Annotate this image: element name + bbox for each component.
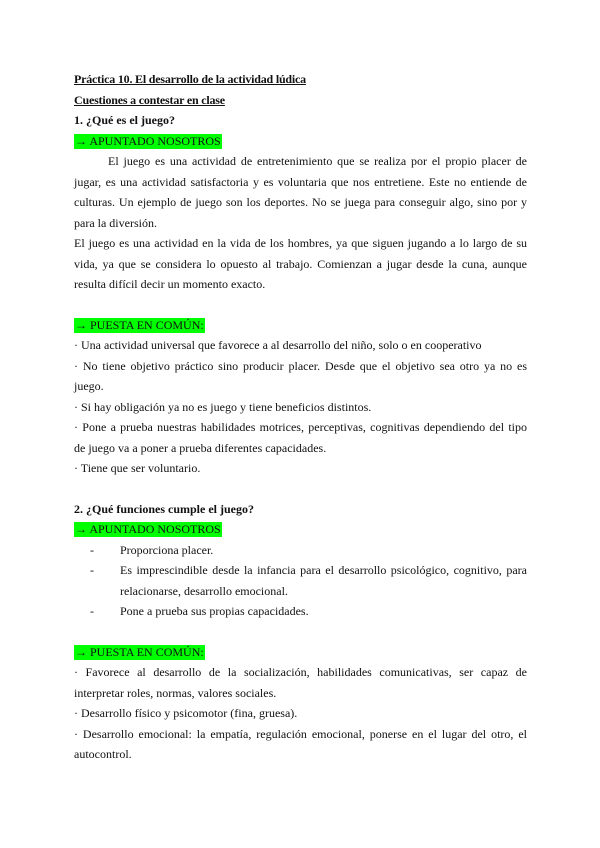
dash-marker: - xyxy=(90,542,94,557)
dash-marker: - xyxy=(90,563,94,577)
apuntado-label-1: → APUNTADO NOSOTROS xyxy=(75,133,221,148)
dash-marker: - xyxy=(90,604,94,618)
q1-item: · Pone a prueba nuestras habilidades motrices, perceptivas, cognitivas dependiendo del tipo de juego va a poner a prueba diferentes capacidades. xyxy=(74,420,527,455)
q2-item: · Desarrollo emocional: la empatía, regulación emocional, ponerse en el lugar del otro, el autocontrol. xyxy=(74,726,527,761)
apuntado-label-2: → APUNTADO NOSOTROS xyxy=(75,522,221,536)
q1-paragraph-2: El juego es una actividad en la vida de los hombres, ya que siguen jugando a lo largo de su vida, ya que se considera lo opuesto al trabajo. Comienzan a jugar desde la cuna, aunque resulta difícil decir un momento exacto. xyxy=(74,236,527,291)
q2-dash-list xyxy=(74,540,527,622)
puesta-label-2: → PUESTA EN COMÚN: xyxy=(75,644,204,659)
document-title: Práctica 10. El desarrollo de la actividad lúdica xyxy=(74,72,306,86)
q1-item: · No tiene objetivo práctico sino producir placer. Desde que el objetivo sea otro ya no es juego. xyxy=(74,358,527,393)
document-body xyxy=(74,69,527,765)
list-item: - Proporciona placer. xyxy=(90,540,527,561)
list-item: - Pone a prueba sus propias capacidades. xyxy=(90,601,527,622)
document-subtitle: Cuestiones a contestar en clase xyxy=(74,92,225,107)
puesta-label-1: → PUESTA EN COMÚN: xyxy=(75,317,204,332)
q2-item: · Desarrollo físico y psicomotor (fina, gruesa). xyxy=(74,706,298,720)
question-2-heading: 2. ¿Qué funciones cumple el juego? xyxy=(74,501,254,516)
q1-item: · Una actividad universal que favorece a al desarrollo del niño, solo o en cooperativo xyxy=(74,338,482,352)
question-1-heading: 1. ¿Qué es el juego? xyxy=(74,113,175,127)
q1-paragraph-1: El juego es una actividad de entretenimiento que se realiza por el propio placer de jugar, es una actividad satisfactoria y es voluntaria que nos entretiene. Este no entiende de culturas. Un ejemplo de juego son los deportes. No se juega para conseguir algo, sino por y para la diversión. xyxy=(74,154,527,230)
list-item: - Es imprescindible desde la infancia para el desarrollo psicológico, cognitivo, para relacionarse, desarrollo emocional. xyxy=(90,560,527,601)
q1-item: · Tiene que ser voluntario. xyxy=(74,461,201,475)
q2-item: · Favorece al desarrollo de la socialización, habilidades comunicativas, ser capaz de interpretar roles, normas, valores sociales. xyxy=(74,665,527,700)
q1-item: · Si hay obligación ya no es juego y tiene beneficios distintos. xyxy=(74,399,372,414)
